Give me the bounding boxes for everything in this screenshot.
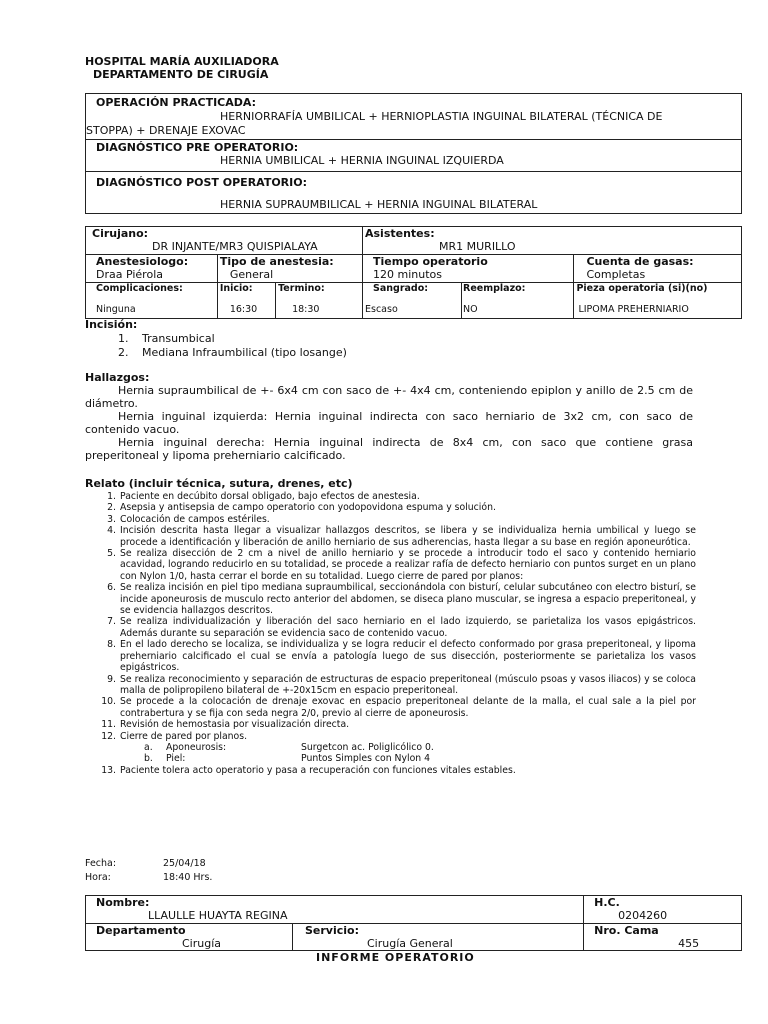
- specimen-value: LIPOMA PREHERNIARIO: [578, 304, 689, 315]
- finding-item: Hernia supraumbilical de +- 6x4 cm con saco de +- 4x4 cm, conteniendo epiplon y anillo de 2.5 cm de diámetro.: [85, 384, 693, 410]
- relato-step: 7. Se realiza individualización y liberación del saco herniario en el lado izquierdo, se parietaliza los vasos epigástricos. Además durante su separación se evidencia saco de contenido vacuo.: [107, 616, 696, 639]
- relato-step: 6. Se realiza incisión en piel tipo mediana supraumbilical, seccionándola con bisturí, celular subcutáneo con electro bisturí, se incide aponeurosis de musculo recto anterior del abdomen, se diseca plano muscular, se ingresa a espacio preperitoneal, y se evidencia hallazgos descritos.: [107, 582, 696, 617]
- time-value: 18:40 Hrs.: [163, 872, 213, 883]
- bleed-value: Escaso: [365, 304, 398, 315]
- report-title: INFORME OPERATORIO: [316, 951, 475, 964]
- specimen-label: Pieza operatoria (si)(no): [576, 283, 708, 294]
- relato-step: 1. Paciente en decúbito dorsal obligado, bajo efectos de anestesia.: [107, 491, 420, 502]
- gauze-cell: [574, 255, 742, 283]
- incision-label: Incisión:: [85, 318, 138, 331]
- assistants-label: Asistentes:: [365, 227, 435, 240]
- end-cell: [276, 283, 363, 319]
- pre-dx-cell: [86, 140, 742, 172]
- relato-list: [96, 491, 696, 776]
- compl-cell: [86, 283, 218, 319]
- relato-step: 5. Se realiza disección de 2 cm a nivel de anillo herniario y se procede a introducir todo el saco y contenido herniario acavidad, logrando reducirlo en su totalidad, se procede a realizar rafía de defecto herniario con puntos surget en un plano con Nylon 1/0, hasta cerrar el borde en su totalidad. Luego cierre de pared por planos:: [107, 548, 696, 582]
- relato-step: 4. Incisión descrita hasta llegar a visualizar hallazgos descritos, se libera y se individualiza hernia umbilical y luego se procede a identificación y liberación de anillo herniario de sus adherencias, hasta llegar a su base en región aponeurótica.: [107, 525, 696, 548]
- date-label: Fecha:: [85, 858, 117, 869]
- start-label: Inicio:: [219, 283, 253, 294]
- patient-table: [85, 895, 742, 951]
- bleed-cell: [363, 283, 462, 319]
- relato-substep: a. Aponeurosis: Surgetcon ac. Poliglicólico 0.: [144, 741, 434, 753]
- diagnosis-table: [85, 93, 742, 214]
- findings-label: Hallazgos:: [85, 371, 150, 384]
- relato-step: 12. Cierre de pared por planos.: [101, 730, 248, 742]
- start-cell: [217, 283, 275, 319]
- finding-item: Hernia inguinal derecha: Hernia inguinal indirecta de 8x4 cm, con saco que contiene grasa preperitoneal y lipoma preherniario calcificado.: [85, 436, 693, 462]
- gauze-label: Cuenta de gasas:: [586, 255, 694, 268]
- compl-label: Complicaciones:: [96, 283, 183, 294]
- anesth-type-value: General: [229, 268, 274, 281]
- date-value: 25/04/18: [163, 858, 206, 869]
- hc-cell: [584, 896, 742, 924]
- hc-value: 0204260: [618, 909, 668, 922]
- surgeon-cell: [86, 227, 363, 255]
- hospital-name: HOSPITAL MARÍA AUXILIADORA: [85, 55, 279, 68]
- relato-step: 13. Paciente tolera acto operatorio y pasa a recuperación con funciones vitales estables.: [101, 764, 516, 776]
- hc-label: H.C.: [594, 896, 620, 909]
- incision-list: [118, 332, 347, 359]
- service-cell: [293, 924, 584, 951]
- operation-text: STOPPA) + DRENAJE EXOVAC: [86, 124, 246, 137]
- relato-substep: b. Piel: Puntos Simples con Nylon 4: [144, 753, 431, 765]
- anesth-value: Draa Piérola: [96, 268, 163, 281]
- time-label: Hora:: [85, 872, 111, 883]
- date-time-block: [85, 857, 212, 885]
- relato-step: 10. Se procede a la colocación de drenaje exovac en espacio preperitoneal delante de la malla, el cual sale a la piel por contrabertura y se fija con seda negra 2/0, previo al cierre de aponeurosis.: [101, 696, 696, 719]
- specimen-cell: [574, 283, 742, 319]
- post-dx-text: HERNIA SUPRAUMBILICAL + HERNIA INGUINAL BILATERAL: [220, 198, 538, 211]
- pre-dx-text: HERNIA UMBILICAL + HERNIA INGUINAL IZQUIERDA: [220, 154, 504, 167]
- replace-label: Reemplazo:: [463, 283, 526, 294]
- name-cell: [86, 896, 584, 924]
- service-label: Servicio:: [305, 924, 359, 937]
- service-value: Cirugía General: [367, 937, 453, 950]
- start-value: 16:30: [229, 304, 258, 315]
- operation-text-line1: HERNIORRAFÍA UMBILICAL + HERNIOPLASTIA INGUINAL BILATERAL (TÉCNICA DE: [220, 110, 663, 123]
- bed-label: Nro. Cama: [594, 924, 659, 937]
- incision-item: 1. Transumbical: [118, 332, 215, 345]
- finding-item: Hernia inguinal izquierda: Hernia inguinal indirecta con saco herniario de 3x2 cm, con saco de contenido vacuo.: [85, 410, 693, 436]
- surgeon-label: Cirujano:: [92, 227, 149, 240]
- assistants-value: MR1 MURILLO: [439, 240, 516, 253]
- end-value: 18:30: [292, 304, 320, 315]
- anesth-type-cell: [217, 255, 362, 283]
- dept-label: Departamento: [96, 924, 186, 937]
- relato-step: 8. En el lado derecho se localiza, se individualiza y se logra reducir el defecto conformado por grasa preperitoneal, y lipoma preherniario calcificado el cual se envía a patología luego de sus disección, posteriormente se parietaliza los vasos epigástricos.: [107, 639, 696, 674]
- anesth-cell: [86, 255, 218, 283]
- findings-text: [85, 384, 693, 462]
- department-name: DEPARTAMENTO DE CIRUGÍA: [93, 68, 269, 81]
- op-time-value: 120 minutos: [373, 268, 442, 281]
- bed-value: 455: [678, 937, 700, 950]
- op-time-label: Tiempo operatorio: [373, 255, 488, 268]
- incision-item: 2. Mediana Infraumbilical (tipo losange): [118, 345, 347, 359]
- replace-value: NO: [463, 304, 478, 315]
- dept-value: Cirugía: [182, 937, 222, 950]
- end-label: Termino:: [278, 283, 325, 294]
- relato-step: 11. Revisión de hemostasia por visualización directa.: [101, 719, 350, 731]
- operation-cell: [86, 94, 742, 140]
- team-table: [85, 226, 742, 319]
- replace-cell: [462, 283, 574, 319]
- compl-value: Ninguna: [96, 304, 136, 315]
- relato-step: 2. Asepsia y antisepsia de campo operatorio con yodopovidona espuma y solución.: [107, 502, 496, 514]
- relato-step: 9. Se realiza reconocimiento y separación de estructuras de espacio preperitoneal (músculo psoas y vasos iliacos) y se coloca malla de polipropileno bilateral de +-20x15cm en espacio preperitoneal.: [107, 673, 696, 696]
- relato-label: Relato (incluir técnica, sutura, drenes, etc): [85, 477, 353, 490]
- assistants-cell: [363, 227, 742, 255]
- name-label: Nombre:: [96, 896, 150, 909]
- anesth-type-label: Tipo de anestesia:: [219, 255, 334, 268]
- relato-step: 3. Colocación de campos estériles.: [107, 513, 270, 525]
- name-value: LLAULLE HUAYTA REGINA: [148, 909, 288, 922]
- pre-dx-label: DIAGNÓSTICO PRE OPERATORIO:: [96, 141, 299, 154]
- bleed-label: Sangrado:: [373, 283, 429, 294]
- op-time-cell: [363, 255, 574, 283]
- gauze-value: Completas: [586, 268, 646, 281]
- bed-cell: [584, 924, 742, 951]
- anesth-label: Anestesiologo:: [96, 255, 189, 268]
- operation-label: OPERACIÓN PRACTICADA:: [96, 96, 257, 109]
- surgeon-value: DR INJANTE/MR3 QUISPIALAYA: [152, 240, 318, 253]
- post-dx-cell: [86, 172, 742, 214]
- dept-cell: [86, 924, 293, 951]
- post-dx-label: DIAGNÓSTICO POST OPERATORIO:: [96, 176, 307, 189]
